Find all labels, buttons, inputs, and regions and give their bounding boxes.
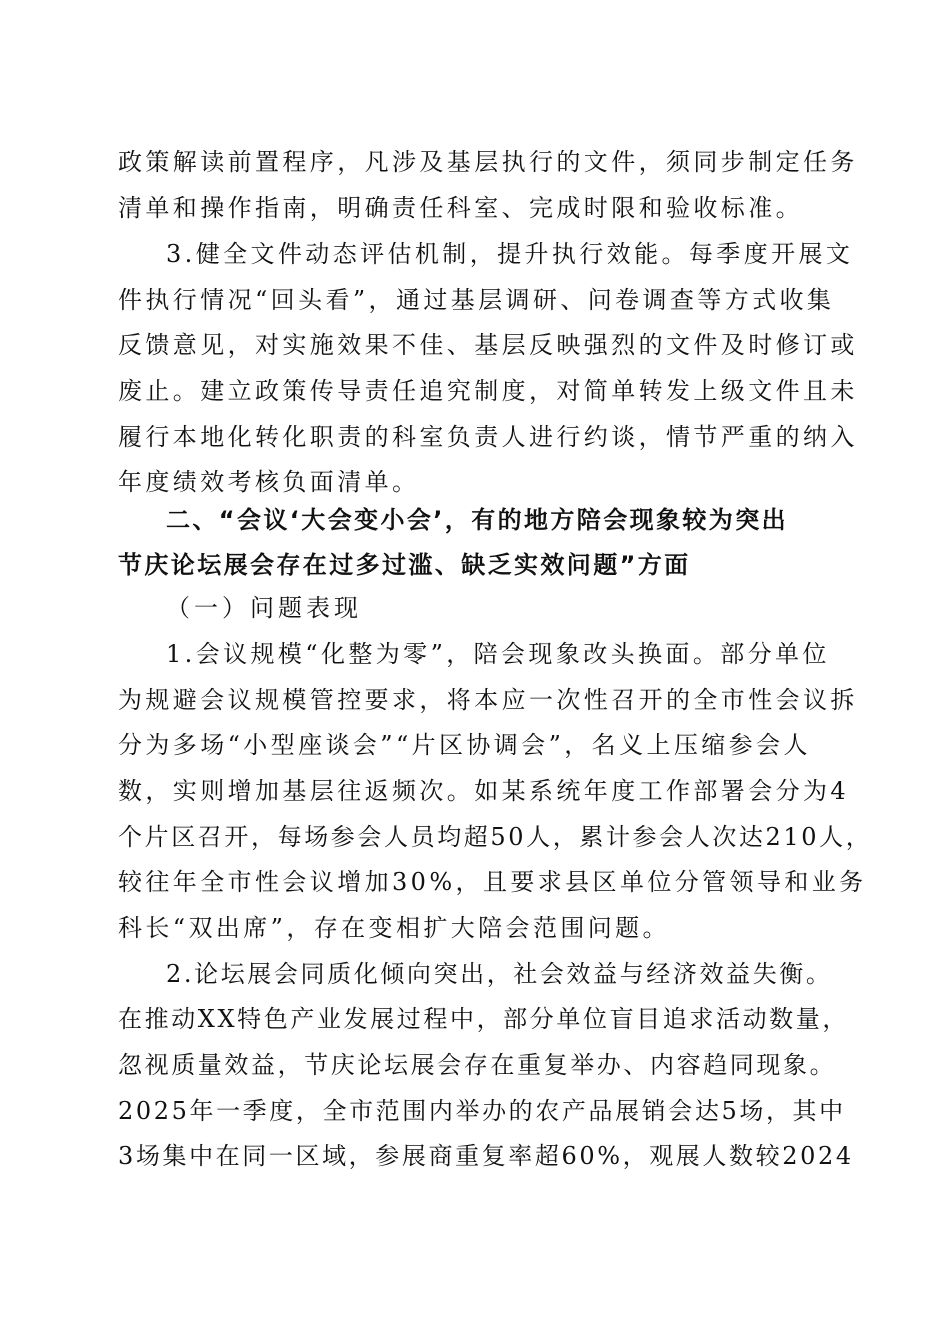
paragraph-line: 年度绩效考核负面清单。 bbox=[118, 468, 420, 496]
paragraph-line: 2025年一季度，全市范围内举办的农产品展销会达5场，其中 bbox=[118, 1097, 846, 1125]
paragraph-line: 件执行情况“回头看”，通过基层调研、问卷调查等方式收集 bbox=[118, 286, 835, 314]
paragraph-line: 在推动XX特色产业发展过程中，部分单位盲目追求活动数量， bbox=[118, 1005, 849, 1033]
paragraph-line: 个片区召开，每场参会人员均超50人，累计参会人次达210人， bbox=[118, 823, 873, 851]
paragraph-line: 反馈意见，对实施效果不佳、基层反映强烈的文件及时修订或 bbox=[118, 331, 858, 359]
paragraph-line: 履行本地化转化职责的科室负责人进行约谈，情节严重的纳入 bbox=[118, 423, 858, 451]
paragraph-line: 为规避会议规模管控要求，将本应一次性召开的全市性会议拆 bbox=[118, 686, 858, 714]
paragraph-line: 3.健全文件动态评估机制，提升执行效能。每季度开展文 bbox=[166, 240, 854, 268]
section-heading: 节庆论坛展会存在过多过滥、缺乏实效问题”方面 bbox=[118, 551, 691, 579]
paragraph-line: 分为多场“小型座谈会”“片区协调会”，名义上压缩参会人 bbox=[118, 731, 811, 759]
paragraph-line: 政策解读前置程序，凡涉及基层执行的文件，须同步制定任务 bbox=[118, 148, 858, 176]
paragraph-line: 2.论坛展会同质化倾向突出，社会效益与经济效益失衡。 bbox=[166, 960, 833, 988]
paragraph-line: 1.会议规模“化整为零”，陪会现象改头换面。部分单位 bbox=[166, 640, 830, 668]
paragraph-line: 科长“双出席”，存在变相扩大陪会范围问题。 bbox=[118, 914, 670, 942]
paragraph-line: 清单和操作指南，明确责任科室、完成时限和验收标准。 bbox=[118, 194, 803, 222]
subsection-heading: （一）问题表现 bbox=[166, 594, 362, 622]
paragraph-line: 较往年全市性会议增加30%，且要求县区单位分管领导和业务 bbox=[118, 868, 867, 896]
paragraph-line: 数，实则增加基层往返频次。如某系统年度工作部署会分为4 bbox=[118, 777, 850, 805]
paragraph-line: 废止。建立政策传导责任追究制度，对简单转发上级文件且未 bbox=[118, 377, 858, 405]
paragraph-line: 忽视质量效益，节庆论坛展会存在重复举办、内容趋同现象。 bbox=[118, 1051, 837, 1079]
paragraph-line: 3场集中在同一区域，参展商重复率超60%，观展人数较2024 bbox=[118, 1142, 854, 1170]
section-heading: 二、“会议‘大会变小会’，有的地方陪会现象较为突出 bbox=[166, 506, 789, 534]
